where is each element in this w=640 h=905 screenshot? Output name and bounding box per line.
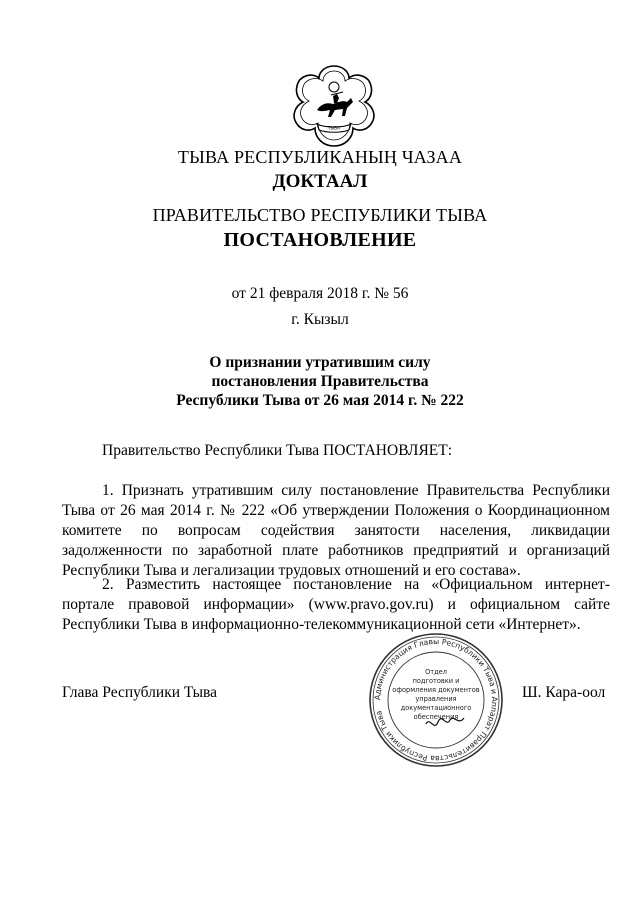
decree-city: г. Кызыл (291, 311, 349, 328)
header-government: ПРАВИТЕЛЬСТВО РЕСПУБЛИКИ ТЫВА (152, 205, 488, 225)
signatory-name: Ш. Кара-оол (522, 684, 606, 701)
stamp-center-line: обеспечения (413, 713, 459, 721)
official-stamp (368, 632, 504, 768)
stamp-center-line: управления (415, 695, 457, 703)
stamp-center-line: оформления документов (392, 686, 480, 694)
paragraph-2: 2. Разместить настоящее постановление на «Официальном интернет-портале правовой информации» (www.pravo.gov.ru) и официальном сайте Республики Тыва в информационно-телекоммуникационной сети «Интернет». (62, 576, 610, 633)
decree-title-line: Республики Тыва от 26 мая 2014 г. № 222 (176, 392, 464, 409)
signatory-position: Глава Республики Тыва (62, 684, 218, 701)
stamp-center-line: документационного (400, 704, 472, 712)
stamp-ring-text: Администрация Главы Республики Тыва и Аппарат Правительства Республики Тыва (372, 636, 500, 764)
paragraph-1: 1. Признать утратившим силу постановление Правительства Республики Тыва от 26 мая 2014 г. № 222 «Об утверждении Положения о Координационном комитете по вопросам содействия занятости населения, ликвидации задолженности по заработной плате работников предприятий и организаций Республики Тыва и легализации трудовых отношений и его состава». (62, 482, 610, 579)
decree-title-line: постановления Правительства (211, 373, 429, 390)
stamp-center-line: Отдел (425, 668, 447, 676)
stamp-center-line: подготовки и (412, 677, 460, 685)
decree-intro: Правительство Республики Тыва ПОСТАНОВЛЯЕТ: (102, 442, 453, 459)
decree-date-number: от 21 февраля 2018 г. № 56 (231, 285, 409, 302)
emblem-motto: ТЫВА (328, 125, 340, 131)
header-tuvan-government: ТЫВА РЕСПУБЛИКАНЫҢ ЧАЗАА (177, 147, 463, 167)
header-tuvan-decree: ДОКТААЛ (272, 171, 368, 192)
header-decree: ПОСТАНОВЛЕНИЕ (223, 229, 417, 251)
decree-title (0, 353, 640, 410)
decree-title-line: О признании утратившим силу (209, 354, 431, 371)
tuva-coat-of-arms-icon (287, 62, 381, 150)
